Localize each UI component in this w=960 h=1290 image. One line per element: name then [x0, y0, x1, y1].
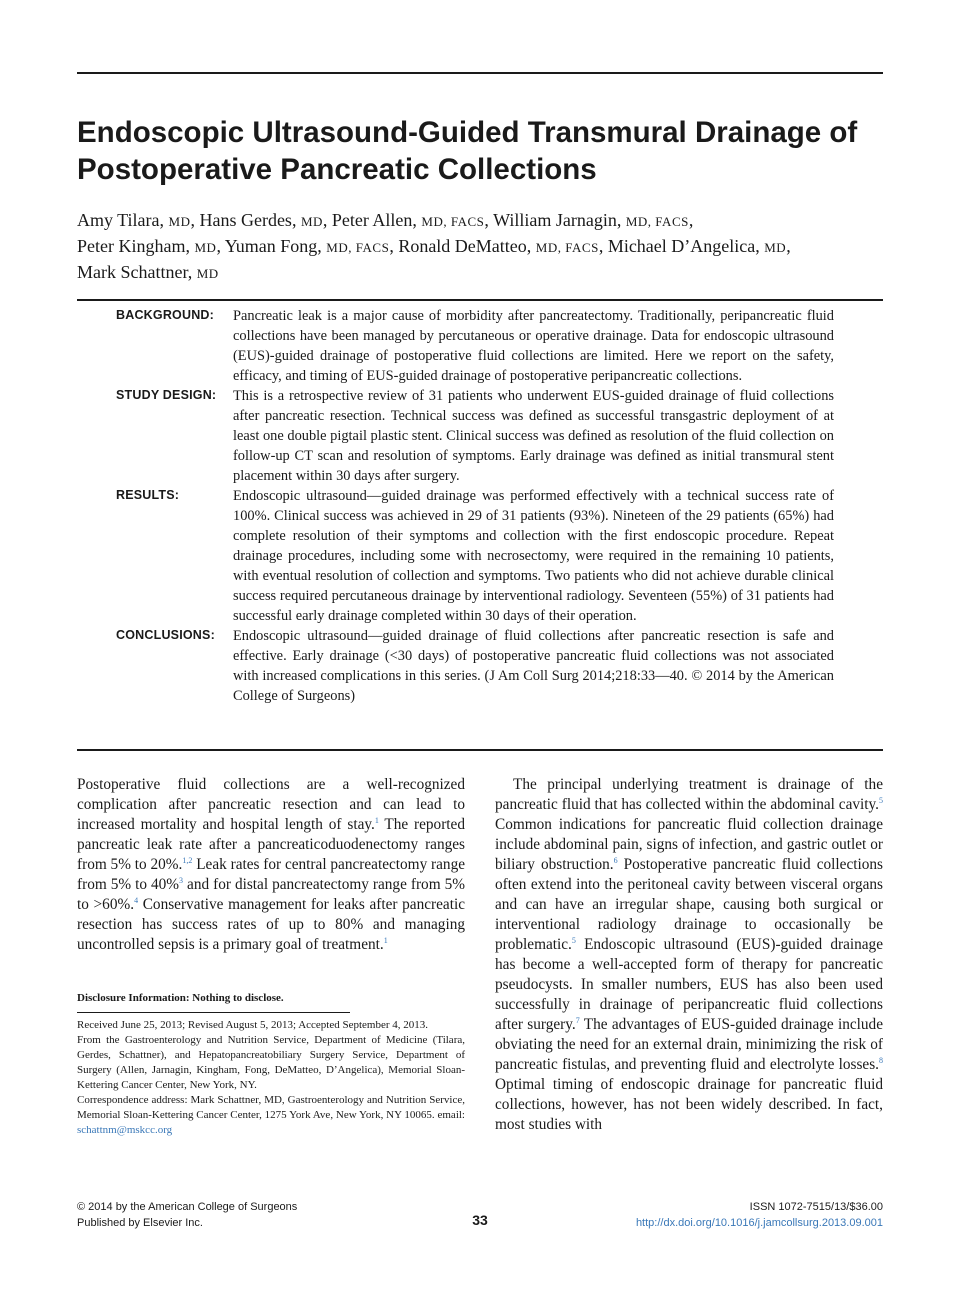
body-text: Postoperative pancreatic fluid collections often extend into the peritoneal cavity between visceral organs and can have an irregular shape, causing both surgical or interventional radiology drainage to occasionally be problematic. [495, 856, 883, 953]
abstract-section [77, 626, 883, 706]
author-degrees: MD, FACS [535, 240, 599, 255]
abstract-section-text: Pancreatic leak is a major cause of morbidity after pancreatectomy. Traditionally, peripancreatic fluid collections have been managed by percutaneous or operative drainage. Data for endoscopic ultrasound (EUS)-guided drainage of postoperative fluid collections are limited. Here we report on the safety, efficacy, and timing of EUS-guided drainage of postoperative peripancreatic collections. [233, 308, 834, 384]
body-text: The principal underlying treatment is drainage of the pancreatic fluid that has collected within the abdominal cavity. [495, 776, 883, 813]
body-text: Endoscopic ultrasound (EUS)-guided drainage has become a well-accepted form of therapy for pancreatic pseudocysts. In smaller numbers, EUS has also been used successfully in drainage of peripancreatic fluid collections after surgery. [495, 936, 883, 1033]
abstract-section [77, 486, 883, 626]
body-column-right [495, 775, 883, 1135]
abstract-section-label: BACKGROUND: [116, 308, 215, 322]
affiliation-note: From the Gastroenterology and Nutrition Service, Department of Medicine (Tilara, Gerdes, Schattner), and Hepatopancreatobiliary Surgery Service, Department of Surgery (Allen, Jarnagin, Kingham, Fong, DeMatteo, D’Angelica), Memorial Sloan-Kettering Cancer Center, New York, NY. [77, 1034, 465, 1091]
reference-citation[interactable]: 1 [374, 815, 379, 825]
author-list: Amy Tilara, MD, Hans Gerdes, MD, Peter Allen, MD, FACS, William Jarnagin, MD, FACS, Peter Kingham, MD, Yuman Fong, MD, FACS, Ronald DeMatteo, MD, FACS, Michael D’Angelica, MD, Mark Schattner, MD [77, 210, 791, 282]
copyright-line: © 2014 by the American College of Surgeons [77, 1201, 298, 1213]
footer-right [636, 1199, 883, 1231]
issn-line: ISSN 1072-7515/13/$36.00 [749, 1201, 883, 1213]
abstract-section-label: CONCLUSIONS: [116, 628, 215, 642]
author-name: Peter Allen [331, 210, 413, 230]
top-rule [77, 72, 883, 74]
author-name: Michael D’Angelica [607, 236, 756, 256]
abstract-section-label: RESULTS: [116, 488, 180, 502]
reference-citation[interactable]: 5 [879, 795, 883, 805]
abstract-section [77, 306, 883, 386]
correspondence-text: Correspondence address: Mark Schattner, MD, Gastroenterology and Nutrition Service, Memorial Sloan-Kettering Cancer Center, 1275 York Ave, New York, NY 10065. email: [77, 1094, 465, 1121]
author-degrees: MD [196, 266, 219, 281]
author-name: Mark Schattner [77, 262, 188, 282]
reference-citation[interactable]: 1,2 [182, 855, 193, 865]
abstract-section-text: Endoscopic ultrasound—guided drainage was performed effectively with a technical success rate of 100%. Clinical success was achieved in 29 of 31 patients (93%). Nineteen of the 29 patients (65%) had complete resolution of their symptoms and collection with the first endoscopic procedure. Repeat drainage procedures, including some with necrosectomy, were required in the remaining 10 patients, with eventual resolution of collection and symptoms. Two patients who did not achieve durable clinical success required percutaneous drainage by interventional radiology. Seventeen (55%) of 31 patients had successful early drainage completed within 30 days of their operation. [233, 488, 834, 624]
author-degrees: MD, FACS [421, 214, 485, 229]
author-name: Peter Kingham [77, 236, 186, 256]
body-text: Conservative management for leaks after pancreatic resection has success rates of up to 80% and managing uncontrolled sepsis is a primary goal of treatment. [77, 896, 466, 953]
reference-citation[interactable]: 1 [383, 935, 388, 945]
author-degrees: MD [168, 214, 191, 229]
author-name: Hans Gerdes [199, 210, 292, 230]
author-name: Ronald DeMatteo [398, 236, 527, 256]
correspondence-note [77, 1093, 465, 1138]
abstract-bottom-rule [77, 749, 883, 751]
reference-citation[interactable]: 6 [613, 855, 618, 865]
body-text: The advantages of EUS-guided drainage include obviating the need for an external drain, minimizing the risk of pancreatic fistulas, and preventing fluid and electrolyte losses. [495, 1016, 883, 1073]
author-degrees: MD, FACS [625, 214, 689, 229]
author-name: William Jarnagin [493, 210, 617, 230]
body-text: Postoperative fluid collections are a well-recognized complication after pancreatic resection and can lead to increased mortality and hospital length of stay. [77, 776, 465, 833]
abstract [77, 306, 883, 706]
disclosure-rule [77, 1012, 350, 1013]
doi-link[interactable]: http://dx.doi.org/10.1016/j.jamcollsurg.2013.09.001 [635, 1217, 883, 1229]
body-text: The reported pancreatic leak rate after a pancreaticoduodenectomy ranges from 5% to 20%. [77, 816, 465, 873]
author-degrees: MD [300, 214, 323, 229]
author-name: Amy Tilara [77, 210, 160, 230]
body-text: Optimal timing of endoscopic drainage for pancreatic fluid collections, however, has not been widely described. In fact, most studies with [495, 1076, 883, 1133]
author-degrees: MD [194, 240, 217, 255]
body-text: Common indications for pancreatic fluid collection drainage include abdominal pain, signs of infection, and gastric outlet or biliary obstruction. [495, 816, 883, 873]
publisher-line: Published by Elsevier Inc. [77, 1217, 203, 1229]
abstract-section-text: Endoscopic ultrasound—guided drainage of fluid collections after pancreatic resection is safe and effective. Early drainage (<30 days) of postoperative pancreatic fluid collections was not associated with increased complications in this series. (J Am Coll Surg 2014;218:33—40. © 2014 by the American College of Surgeons) [233, 628, 834, 704]
abstract-section-text: This is a retrospective review of 31 patients who underwent EUS-guided drainage of fluid collections after pancreatic resection. Technical success was defined as successful transgastric deployment of at least one double pigtail plastic stent. Clinical success was defined as resolution of the fluid collection on follow-up CT scan and resolution of symptoms. Early drainage was defined as initial transmural stent placement within 30 days after surgery. [233, 388, 834, 484]
email-link[interactable]: schattnm@mskcc.org [77, 1124, 173, 1136]
reference-citation[interactable]: 7 [575, 1015, 580, 1025]
disclosure-statement: Disclosure Information: Nothing to disclose. [77, 992, 284, 1004]
body-text: Leak rates for central pancreatectomy range from 5% to 40% [77, 856, 466, 893]
abstract-top-rule [77, 299, 883, 301]
body-text: and for distal pancreatectomy range from 5% to >60%. [77, 876, 465, 913]
reference-citation[interactable]: 4 [134, 895, 139, 905]
footnotes [77, 1018, 465, 1138]
body-column-left [77, 775, 465, 955]
page-number: 33 [472, 1212, 488, 1228]
reference-citation[interactable]: 3 [179, 875, 184, 885]
abstract-section [77, 386, 883, 486]
author-degrees: MD, FACS [326, 240, 390, 255]
author-name: Yuman Fong [224, 236, 318, 256]
author-degrees: MD [764, 240, 787, 255]
abstract-section-label: STUDY DESIGN: [116, 388, 217, 402]
reference-citation[interactable]: 8 [879, 1055, 883, 1065]
reference-citation[interactable]: 5 [571, 935, 576, 945]
article-title: Endoscopic Ultrasound-Guided Transmural Drainage of Postoperative Pancreatic Collections [77, 116, 858, 186]
received-dates: Received June 25, 2013; Revised August 5, 2013; Accepted September 4, 2013. [77, 1019, 429, 1031]
